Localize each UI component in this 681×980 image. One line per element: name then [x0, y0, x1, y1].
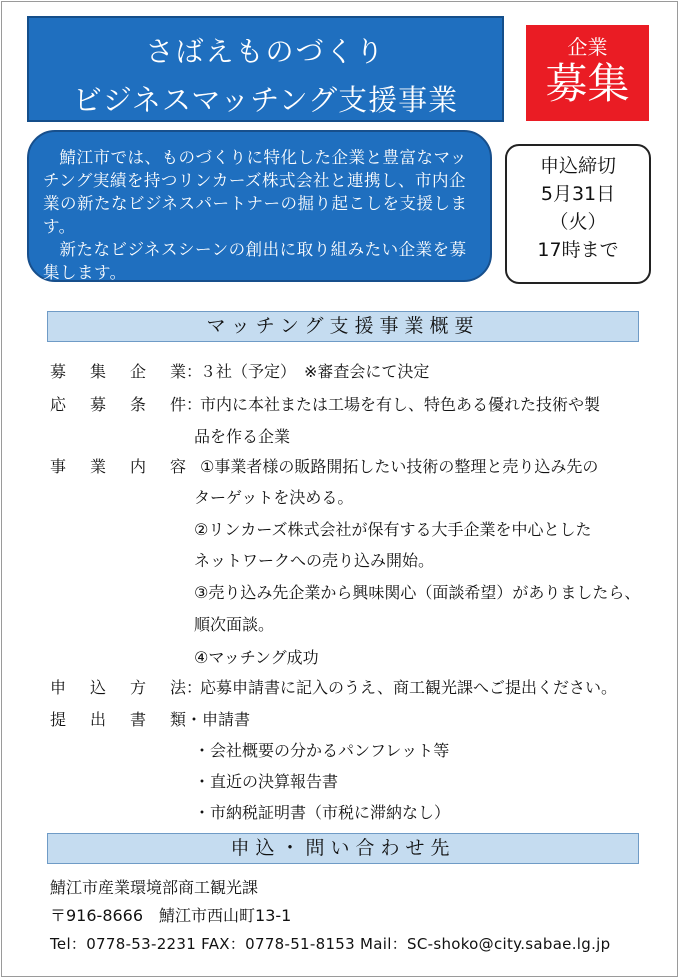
recruit-value: ３社（予定） ※審査会にて決定	[200, 362, 430, 381]
document-item: ・市納税証明書（市税に滞納なし）	[194, 803, 451, 822]
content-item-4: ④マッチング成功	[194, 648, 319, 667]
deadline-line-1: 申込締切	[539, 155, 616, 177]
recruit-badge	[526, 25, 649, 121]
content-item-2a: ②リンカーズ株式会社が保有する大手企業を中心とした	[194, 520, 592, 539]
deadline-box	[505, 144, 651, 284]
recruit-row: 募集企業：３社（予定） ※審査会にて決定	[50, 362, 430, 381]
documents-row	[50, 709, 250, 731]
conditions-row: 応募条件：市内に本社または工場を有し、特色ある優れた技術や製	[50, 395, 601, 414]
content-item-1b: ターゲットを決める。	[194, 488, 354, 507]
recruit-badge-big: 募集	[545, 59, 630, 108]
intro-paragraph-1: 鯖江市では、ものづくりに特化した企業と豊富なマッチング実績を持つリンカーズ株式会社と連携し、市内企業の新たなビジネスパートナーの掘り起こしを支援します。	[43, 148, 468, 236]
contact-address: 〒916-8666 鯖江市西山町13-1	[50, 906, 292, 925]
conditions-value-cont: 品を作る企業	[194, 427, 291, 446]
contact-dept: 鯖江市産業環境部商工観光課	[50, 878, 259, 897]
method-label: 申込方法	[50, 678, 186, 697]
deadline-line-3: （火）	[549, 211, 607, 233]
content-label: 事業内容	[50, 457, 186, 476]
document-item: ・申請書	[186, 710, 251, 729]
title-line-2: ビジネスマッチング支援事業	[72, 83, 459, 117]
conditions-value: 市内に本社または工場を有し、特色ある優れた技術や製	[200, 395, 601, 414]
recruit-badge-small: 企業	[567, 35, 608, 59]
contact-phone-line: Tel：0778-53-2231 FAX：0778-51-8153 Mail：SC-shoko@city.sabae.lg.jp	[50, 935, 611, 953]
content-item-2b: ネットワークへの売り込み開始。	[194, 551, 435, 570]
deadline-line-4: 17時まで	[537, 239, 619, 261]
content-item-3b: 順次面談。	[194, 615, 275, 634]
contact-heading: 申込・問い合わせ先	[47, 833, 639, 864]
deadline-line-2: 5月31日	[540, 183, 616, 205]
document-item: ・会社概要の分かるパンフレット等	[194, 741, 450, 760]
title-banner	[27, 16, 504, 122]
method-value: 応募申請書に記入のうえ、商工観光課へご提出ください。	[200, 678, 617, 697]
overview-heading: マッチング支援事業概要	[47, 311, 639, 342]
title-line-1: さばえものづくり	[145, 35, 386, 68]
intro-paragraph-2: 新たなビジネスシーンの創出に取り組みたい企業を募集します。	[43, 240, 467, 282]
recruit-label: 募集企業	[50, 362, 186, 381]
intro-panel	[27, 130, 492, 282]
content-row	[50, 456, 598, 478]
document-item: ・直近の決算報告書	[194, 772, 339, 791]
documents-label: 提出書類	[50, 710, 186, 729]
method-row: 申込方法：応募申請書に記入のうえ、商工観光課へご提出ください。	[50, 678, 617, 697]
conditions-label: 応募条件	[50, 395, 186, 414]
content-item-1a: ①事業者様の販路開拓したい技術の整理と売り込み先の	[200, 457, 599, 476]
content-item-3a: ③売り込み先企業から興味関心（面談希望）がありましたら、	[194, 583, 641, 602]
